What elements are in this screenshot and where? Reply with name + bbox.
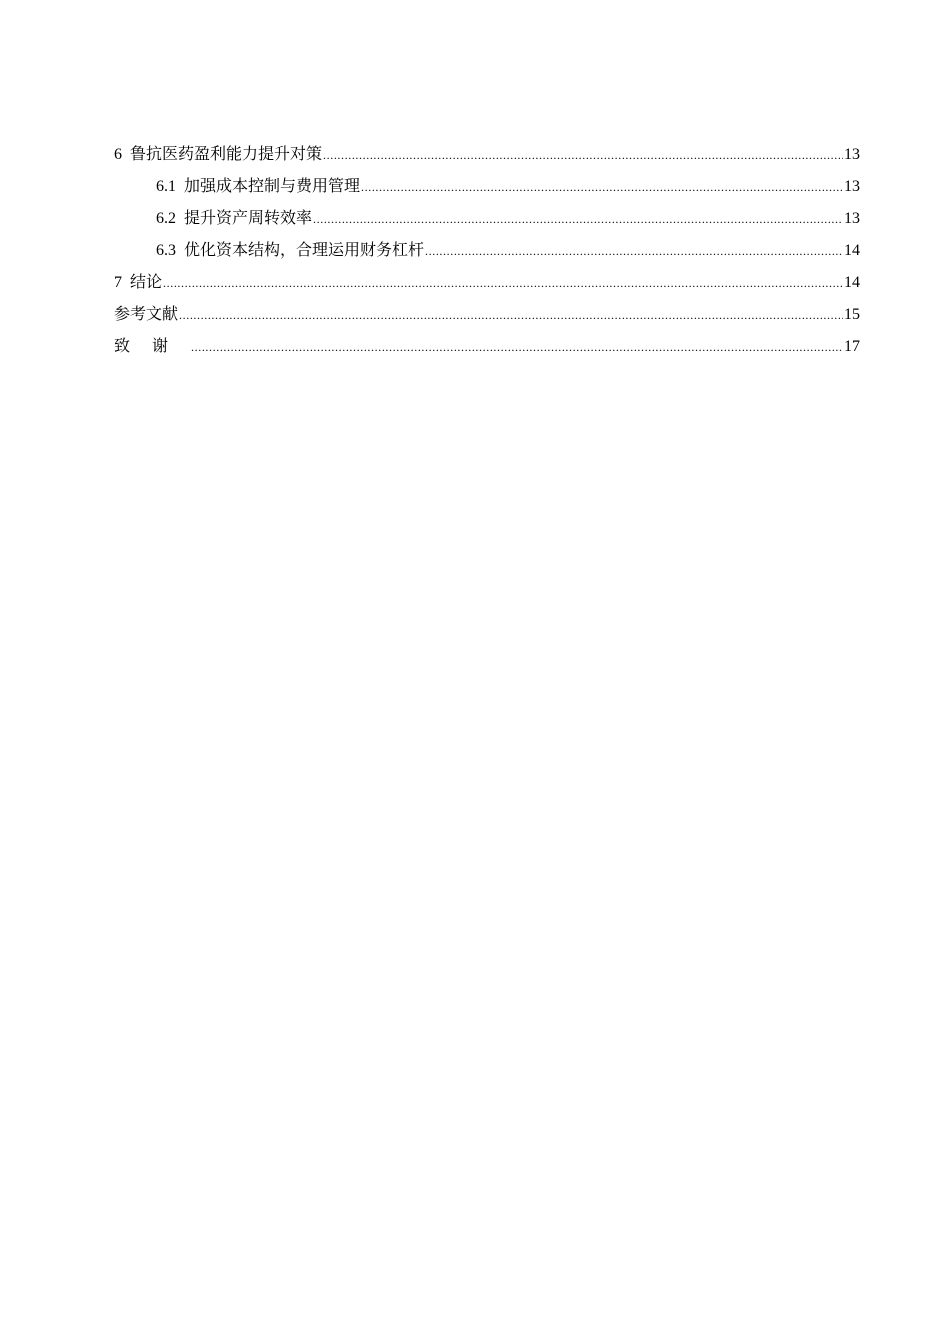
toc-page-number: 14	[844, 242, 860, 259]
toc-entry-6-1[interactable]	[114, 175, 860, 207]
toc-entry-title: 结论	[130, 274, 163, 291]
toc-page-number: 13	[844, 146, 860, 163]
toc-entry-references[interactable]	[114, 303, 860, 335]
dot-leader	[361, 175, 843, 199]
toc-entry-7[interactable]	[114, 271, 860, 303]
table-of-contents	[114, 143, 860, 367]
toc-page-number: 13	[844, 210, 860, 227]
toc-entry-number: 6.3	[156, 242, 176, 259]
toc-page-number: 13	[844, 178, 860, 195]
toc-entry-number: 6	[114, 146, 122, 163]
dot-leader	[313, 207, 843, 231]
dot-leader	[163, 271, 843, 295]
toc-entry-title: 加强成本控制与费用管理	[184, 178, 361, 195]
dot-leader	[191, 335, 843, 359]
toc-entry-acknowledgements[interactable]	[114, 335, 860, 367]
toc-entry-number: 7	[114, 274, 122, 291]
toc-entry-6[interactable]	[114, 143, 860, 175]
dot-leader	[323, 143, 843, 167]
dot-leader	[425, 239, 843, 263]
toc-page-number: 17	[844, 338, 860, 355]
toc-entry-title: 鲁抗医药盈利能力提升对策	[130, 146, 323, 163]
toc-entry-title: 致谢	[114, 338, 191, 355]
toc-entry-title: 参考文献	[114, 306, 179, 323]
toc-entry-6-3[interactable]	[114, 239, 860, 271]
toc-entry-6-2[interactable]	[114, 207, 860, 239]
dot-leader	[179, 303, 843, 327]
toc-entry-title: 提升资产周转效率	[184, 210, 313, 227]
toc-page-number: 14	[844, 274, 860, 291]
toc-entry-number: 6.2	[156, 210, 176, 227]
toc-page-number: 15	[844, 306, 860, 323]
toc-entry-number: 6.1	[156, 178, 176, 195]
toc-entry-title: 优化资本结构，合理运用财务杠杆	[184, 242, 425, 259]
